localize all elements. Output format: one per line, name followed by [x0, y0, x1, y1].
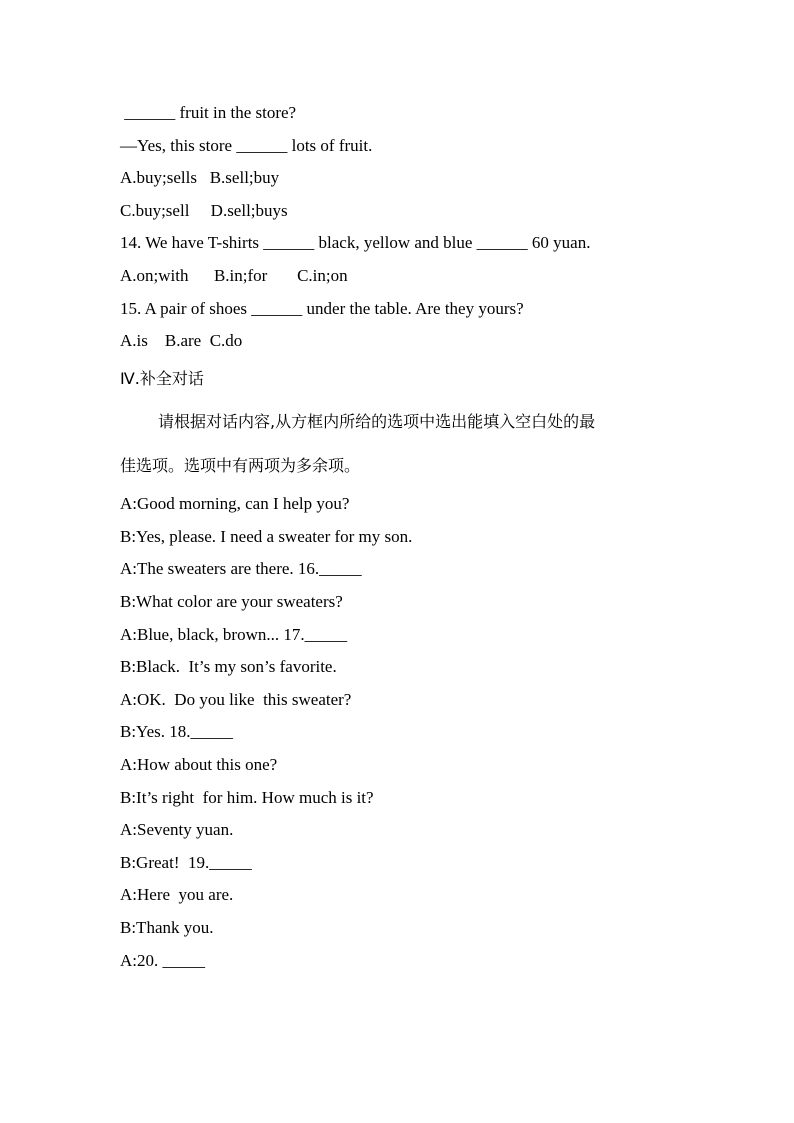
- q13-options-cd: C.buy;sell D.sell;buys: [120, 201, 288, 220]
- q13-answer-line: —Yes, this store ______ lots of fruit.: [120, 136, 373, 155]
- section-title: Ⅳ.补全对话: [120, 369, 204, 388]
- dialogue-line: A:How about this one?: [120, 755, 278, 774]
- q13-options-ab: A.buy;sells B.sell;buy: [120, 168, 280, 187]
- q15-options: A.is B.are C.do: [120, 331, 243, 350]
- dialogue-line: B:Yes. 18._____: [120, 722, 234, 741]
- q14-options: A.on;with B.in;for C.in;on: [120, 266, 348, 285]
- dialogue-line: A:The sweaters are there. 16._____: [120, 559, 362, 578]
- q14-stem: 14. We have T-shirts ______ black, yellow and blue ______ 60 yuan.: [120, 233, 591, 252]
- dialogue-line: B:Yes, please. I need a sweater for my son.: [120, 527, 413, 546]
- dialogue-line: B:It’s right for him. How much is it?: [120, 788, 374, 807]
- dialogue-line: B:Black. It’s my son’s favorite.: [120, 657, 337, 676]
- q15-stem: 15. A pair of shoes ______ under the table. Are they yours?: [120, 299, 524, 318]
- section-instruction-line-2: 佳选项。选项中有两项为多余项。: [120, 456, 361, 475]
- dialogue-line: B:Thank you.: [120, 918, 214, 937]
- dialogue-line: A:Here you are.: [120, 885, 234, 904]
- q13-stem-continued: ______ fruit in the store?: [120, 103, 297, 122]
- dialogue-line: A:Good morning, can I help you?: [120, 494, 350, 513]
- section-instruction-line-1: 请根据对话内容,从方框内所给的选项中选出能填入空白处的最: [158, 412, 596, 431]
- dialogue-line: A:20. _____: [120, 951, 205, 970]
- dialogue-line: A:OK. Do you like this sweater?: [120, 690, 352, 709]
- dialogue-line: A:Blue, black, brown... 17._____: [120, 625, 348, 644]
- dialogue-line: B:What color are your sweaters?: [120, 592, 343, 611]
- dialogue-line: B:Great! 19._____: [120, 853, 252, 872]
- dialogue-line: A:Seventy yuan.: [120, 820, 234, 839]
